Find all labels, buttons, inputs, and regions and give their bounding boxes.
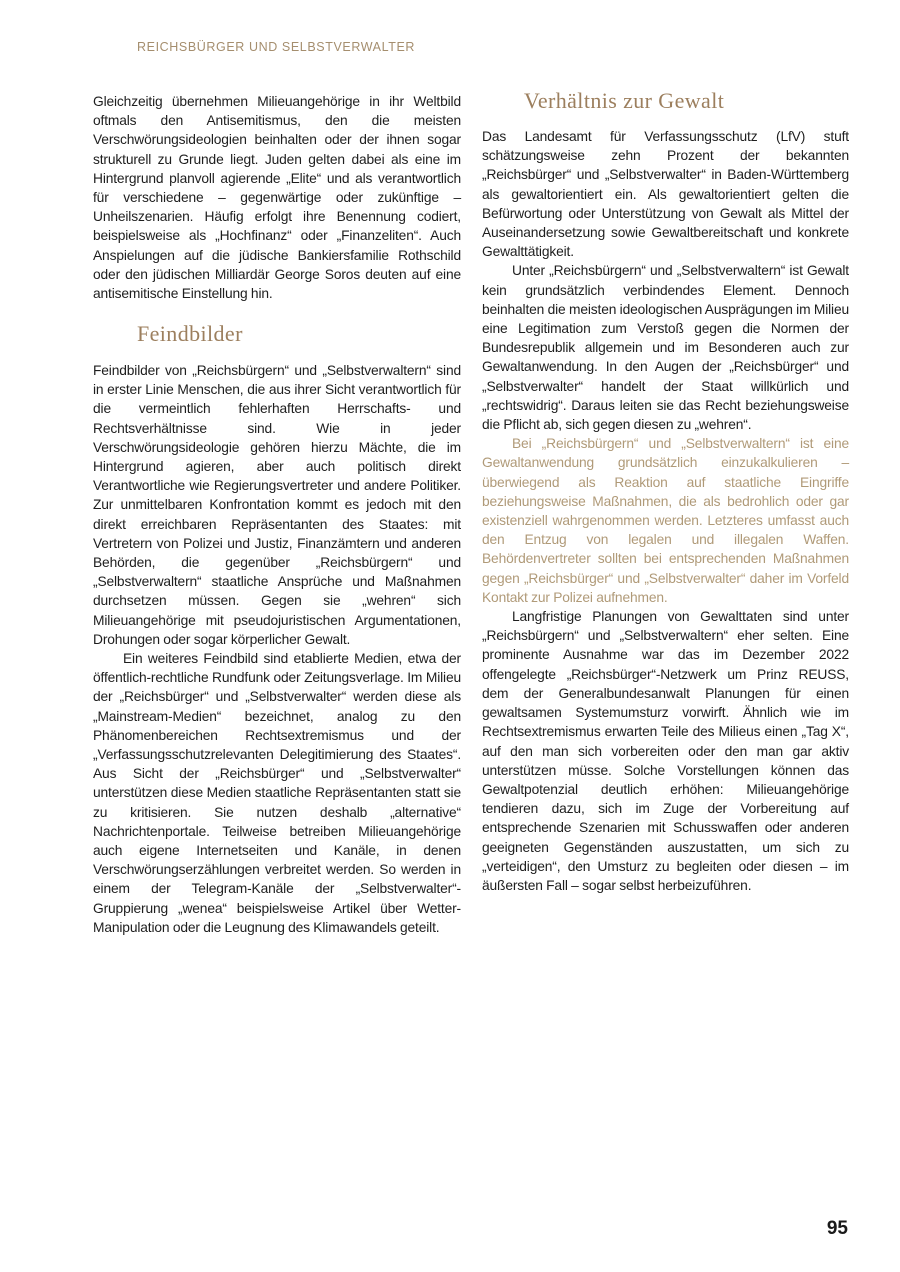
- gewalt-paragraph-3-highlight: Bei „Reichsbürgern“ und „Selbstverwaltern“ ist eine Gewaltanwendung grundsätzlich einzukalkulieren – überwiegend als Reaktion auf staatliche Eingriffe beziehungsweise Maßnahmen, die als bedrohlich oder gar existenziell wahrgenommen werden. Letzteres umfasst auch den Entzug von legalen und illegalen Waffen. Behördenvertreter sollten bei entsprechenden Maßnahmen gegen „Reichsbürger“ und „Selbstverwalter“ daher im Vorfeld Kontakt zur Polizei aufnehmen.: [482, 436, 849, 605]
- section-heading-feindbilder: Feindbilder: [137, 321, 243, 346]
- running-header: REICHSBÜRGER UND SELBSTVERWALTER: [137, 40, 416, 54]
- gewalt-paragraph-1: Das Landesamt für Verfassungsschutz (LfV) stuft schätzungsweise zehn Prozent der bekannten „Reichsbürger“ und „Selbstverwalter“ in Baden-Württemberg als gewaltorientiert ein. Als gewaltorientiert gelten die Befürwortung oder Unterstützung von Gewalt als Mittel der Auseinandersetzung sowie Gewaltbereitschaft und konkrete Gewalttätigkeit.: [482, 129, 849, 260]
- intro-paragraph: Gleichzeitig übernehmen Milieuangehörige in ihr Weltbild oftmals den Antisemitismus, den die meisten Verschwörungsideologien beinhalten oder der ihnen sogar strukturell zu Grunde liegt. Juden gelten dabei als eine im Hintergrund planvoll agierende „Elite“ und als verantwortlich für verschiedene – gegenwärtige oder zukünftige – Unheilszenarien. Häufig erfolgt ihre Benennung codiert, beispielsweise als „Hochfinanz“ oder „Finanzeliten“. Auch Anspielungen auf die jüdische Bankiersfamilie Rothschild oder den jüdischen Milliardär George Soros deuten auf eine antisemitische Einstellung hin.: [93, 94, 461, 302]
- gewalt-paragraph-2: Unter „Reichsbürgern“ und „Selbstverwaltern“ ist Gewalt kein grundsätzlich verbindendes Element. Dennoch beinhalten die meisten ideologischen Ausprägungen im Milieu eine Legitimation zum Verstoß gegen die Normen der Bundesrepublik allgemein und im Besonderen auch zur Gewaltanwendung. In den Augen der „Reichsbürger“ und „Selbstverwalter“ handelt der Staat willkürlich und „rechtswidrig“. Daraus leiten sie das Recht beziehungsweise die Pflicht ab, sich gegen diesen zu „wehren“.: [482, 263, 849, 433]
- section-heading-gewalt: Verhältnis zur Gewalt: [524, 88, 725, 113]
- feindbilder-text-block: [93, 361, 461, 937]
- intro-paragraph-block: [93, 92, 461, 303]
- feindbilder-paragraph-1: Feindbilder von „Reichsbürgern“ und „Selbstverwaltern“ sind in erster Linie Menschen, die aus ihrer Sicht verantwortlich für die vermeintlich fehlerhaften Herrschafts- und Rechtsverhältnisse sind. Wie in jeder Verschwörungsideologie gehören hierzu Mächte, die im Hintergrund agieren, aber auch politisch direkt Verantwortliche wie Regierungsvertreter und andere Politiker. Zur unmittelbaren Konfrontation kommt es jedoch mit den direkt erreichbaren Repräsentanten des Staates: mit Vertretern von Polizei und Justiz, Finanzämtern und anderen Behörden, die gegenüber „Reichsbürgern“ und „Selbstverwaltern“ staatliche Ansprüche und Maßnahmen durchsetzen müssen. Gegen sie „wehren“ sich Milieuangehörige mit pseudojuristischen Argumentationen, Drohungen oder sogar körperlicher Gewalt.: [93, 363, 461, 647]
- gewalt-text-block: [482, 127, 849, 895]
- feindbilder-paragraph-2: Ein weiteres Feindbild sind etablierte Medien, etwa der öffentlich-rechtliche Rundfunk oder Zeitungsverlage. Im Milieu der „Reichsbürger“ und „Selbstverwalter“ werden diese als „Mainstream-Medien“ bezeichnet, analog zu den Phänomenbereichen Rechtsextremismus und der „Verfassungsschutzrelevanten Delegitimierung des Staates“. Aus Sicht der „Reichsbürger“ und „Selbstverwalter“ unterstützen diese Medien staatliche Repräsentanten statt sie zu kritisieren. Sie nutzen deshalb „alternative“ Nachrichtenportale. Teilweise betreiben Milieuangehörige auch eigene Internetseiten und Kanäle, in denen Verschwörungserzählungen verbreitet werden. So werden in einem der Telegram-Kanäle der „Selbstverwalter“-Gruppierung „wenea“ beispielsweise Artikel über Wetter-Manipulation oder die Leugnung des Klimawandels geteilt.: [93, 651, 461, 935]
- page-number: 95: [826, 1218, 848, 1239]
- gewalt-paragraph-4: Langfristige Planungen von Gewalttaten sind unter „Reichsbürgern“ und „Selbstverwaltern“ eher selten. Eine prominente Ausnahme war das im Dezember 2022 offengelegte „Reichsbürger“-Netzwerk um Prinz REUSS, dem der Generalbundesanwalt Planungen für einen gewaltsamen Systemumsturz vorwirft. Ähnlich wie im Rechtsextremismus erwarten Teile des Milieus einen „Tag X“, auf den man sich vorbereiten oder den man gar aktiv unterstützen müsse. Solche Vorstellungen können das Gewaltpotenzial deutlich erhöhen: Milieuangehörige tendieren dazu, sich im Zuge der Vorbereitung auf entsprechende Szenarien mit Schusswaffen oder anderen geeigneten Gegenständen auszustatten, um sich zu „verteidigen“, den Umsturz zu begleiten oder diesen – im äußersten Fall – sogar selbst herbeizuführen.: [482, 609, 849, 893]
